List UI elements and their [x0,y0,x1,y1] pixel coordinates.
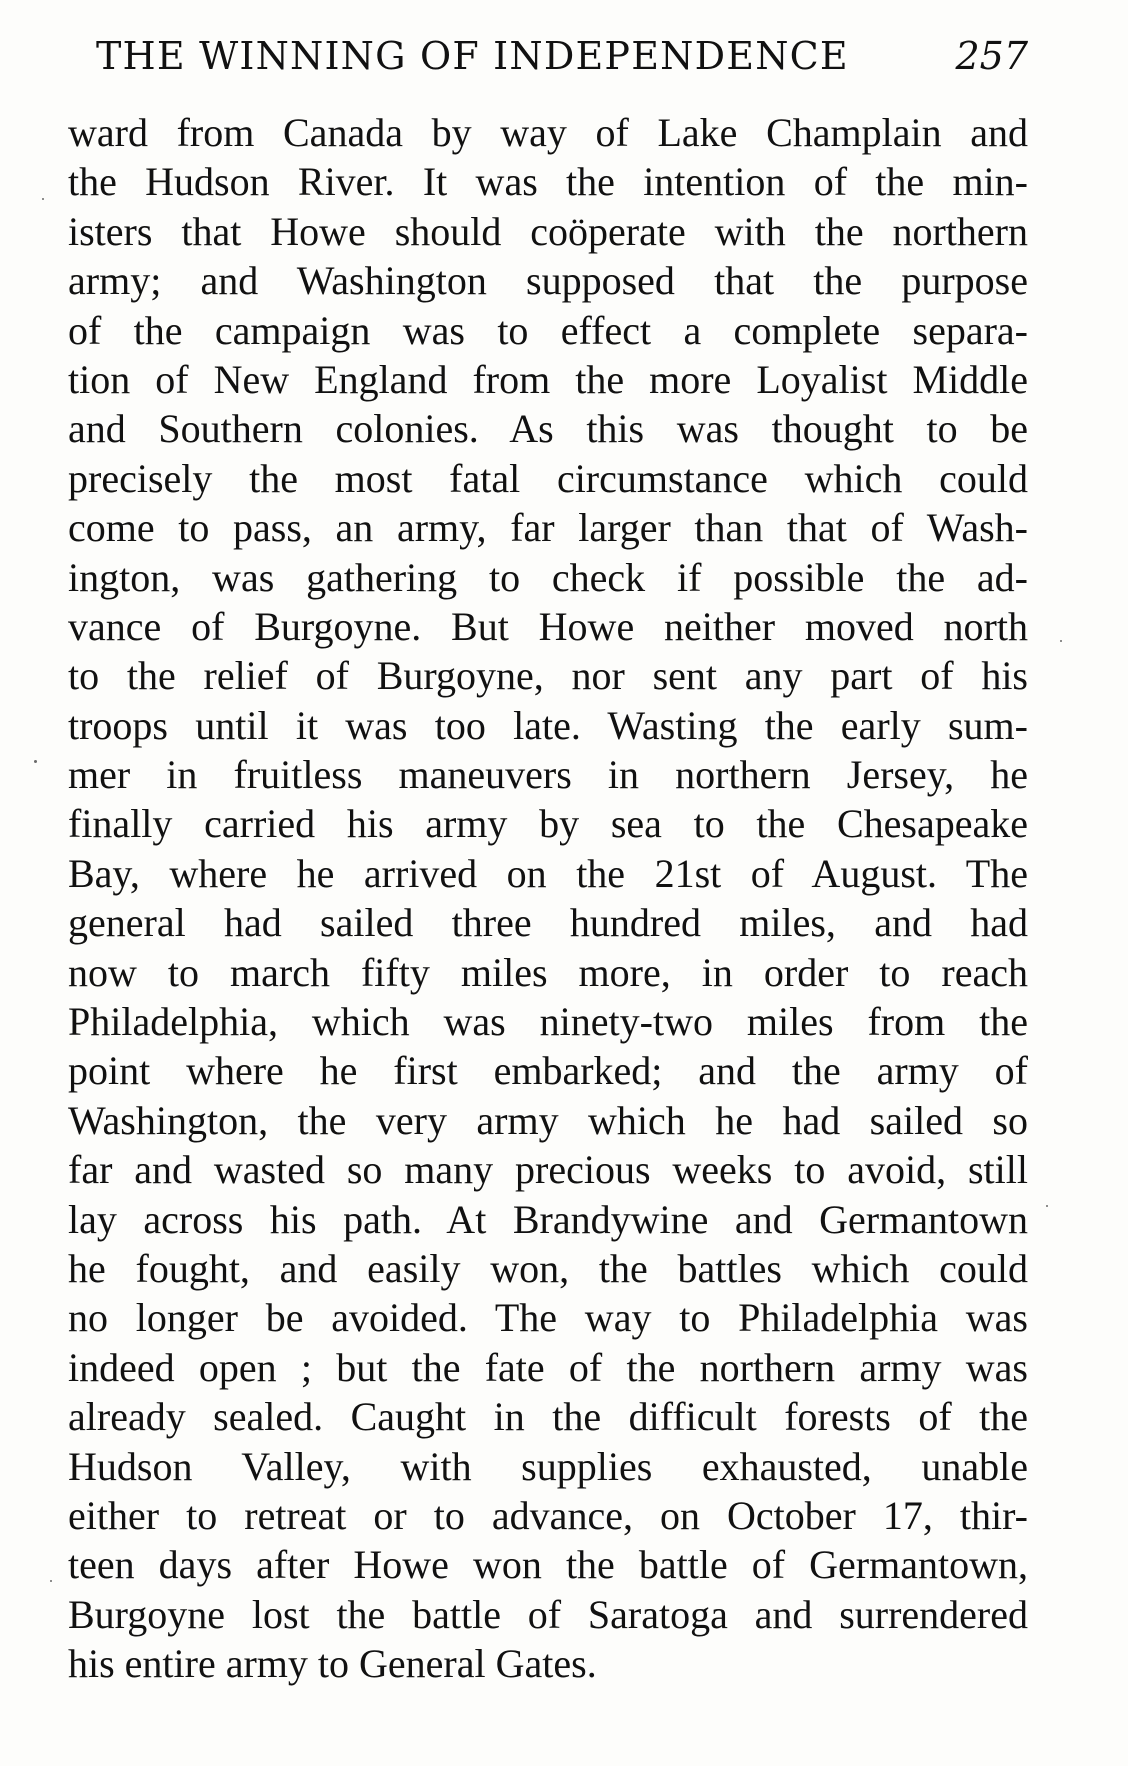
text-line: vance of Burgoyne. But Howe neither moved north [68,603,1028,649]
text-line: the Hudson River. It was the intention of the min- [68,159,1028,205]
text-line: lay across his path. At Brandywine and Germantown [68,1196,1028,1242]
text-line: Washington, the very army which he had sailed so [68,1097,1028,1143]
text-line: tion of New England from the more Loyalist Middle [68,356,1028,402]
text-line: either to retreat or to advance, on October 17, thir- [68,1492,1028,1538]
text-line: point where he first embarked; and the army of [68,1048,1028,1094]
text-line: and Southern colonies. As this was thought to be [68,406,1028,452]
text-line: finally carried his army by sea to the Chesapeake [68,801,1028,847]
scan-speck [1046,1205,1048,1207]
text-line: to the relief of Burgoyne, nor sent any part of his [68,653,1028,699]
text-line: indeed open ; but the fate of the northern army was [68,1344,1028,1390]
text-line: precisely the most fatal circumstance which could [68,455,1028,501]
text-line: no longer be avoided. The way to Philadelphia was [68,1295,1028,1341]
text-line: ington, was gathering to check if possible the ad- [68,554,1028,600]
page-number: 257 [955,34,1028,78]
text-line: far and wasted so many precious weeks to avoid, still [68,1147,1028,1193]
text-line: he fought, and easily won, the battles which could [68,1245,1028,1291]
body-paragraph [68,108,1028,1689]
scan-speck [34,760,37,763]
text-line: his entire army to General Gates. [68,1641,597,1687]
text-line: troops until it was too late. Wasting the early sum- [68,702,1028,748]
text-line: teen days after Howe won the battle of Germantown, [68,1542,1028,1588]
scan-speck [1060,640,1062,642]
text-line: come to pass, an army, far larger than that of Wash- [68,505,1028,551]
scan-speck [50,1580,52,1582]
text-line: ward from Canada by way of Lake Champlain and [68,110,1028,155]
text-line: Bay, where he arrived on the 21st of August. The [68,850,1028,896]
running-header [96,34,1028,94]
text-line: army; and Washington supposed that the purpose [68,258,1028,304]
text-line: now to march fifty miles more, in order to reach [68,949,1028,995]
running-title: THE WINNING OF INDEPENDENCE [96,34,849,78]
text-line: general had sailed three hundred miles, and had [68,900,1028,946]
text-line: already sealed. Caught in the difficult forests of the [68,1394,1028,1440]
text-line: Hudson Valley, with supplies exhausted, unable [68,1443,1028,1489]
text-line: isters that Howe should coöperate with the northern [68,208,1028,254]
text-line: Burgoyne lost the battle of Saratoga and surrendered [68,1591,1028,1637]
text-line: Philadelphia, which was ninety-two miles from the [68,999,1028,1045]
scan-speck [42,198,44,200]
text-line: of the campaign was to effect a complete separa- [68,307,1028,353]
text-line: mer in fruitless maneuvers in northern Jersey, he [68,752,1028,798]
